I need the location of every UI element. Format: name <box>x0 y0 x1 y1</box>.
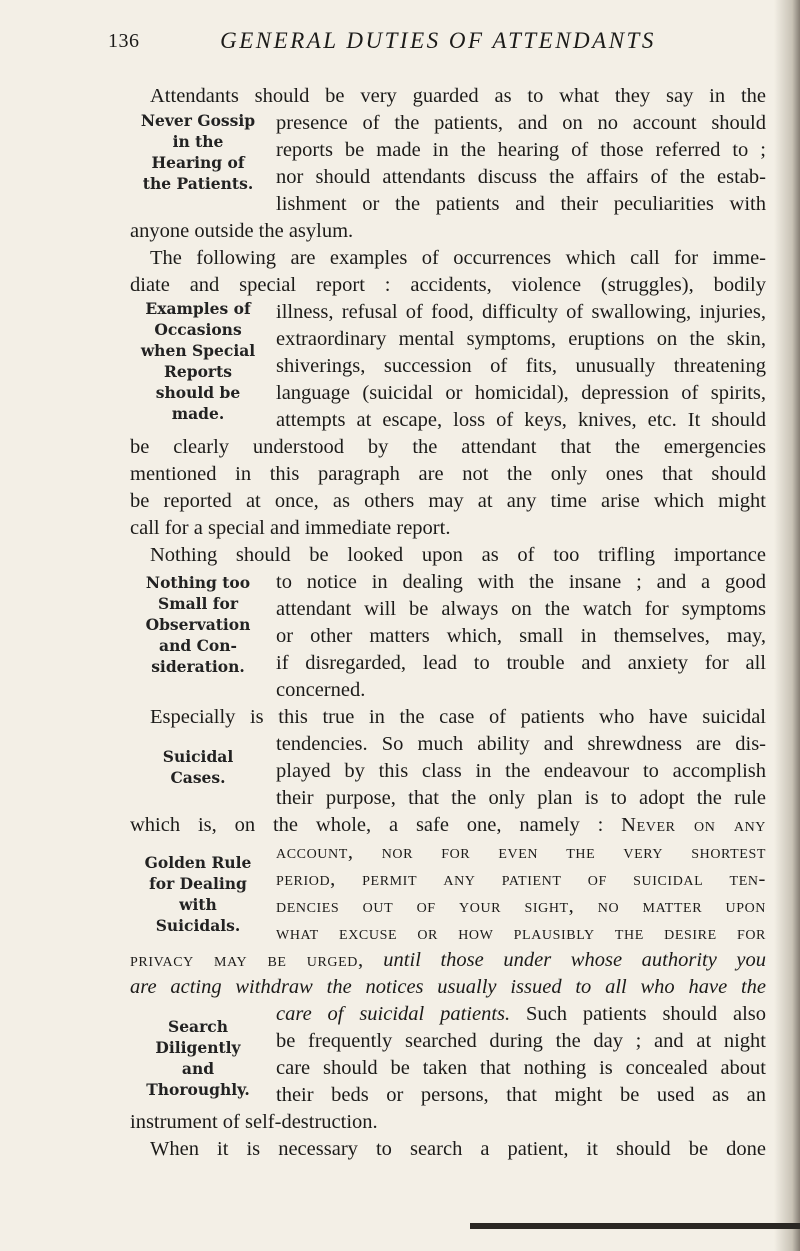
text-line: concerned. <box>276 679 366 701</box>
sidenote-nothing-small <box>128 572 268 677</box>
sidenote-never-gossip <box>128 110 268 194</box>
text-line: extraordinary mental symptoms, eruptions on the skin, <box>276 328 766 350</box>
text-line: language (suicidal or homicidal), depression of spirits, <box>276 382 766 404</box>
rule-line: period, permit any patient of suicidal ten- <box>276 868 766 890</box>
text-line: be reported at once, as others may at any time arise which might <box>130 490 766 512</box>
text-line: attendant will be always on the watch for symptoms <box>276 598 766 620</box>
text-line: Attendants should be very guarded as to what they say in the <box>150 85 766 107</box>
text-line: diate and special report : accidents, violence (struggles), bodily <box>130 274 766 296</box>
italic-text: until those under whose authority you <box>383 949 767 971</box>
sidenote-line: the Patients. <box>142 174 254 193</box>
text-line: presence of the patients, and on no account should <box>276 112 766 134</box>
text-line: Nothing should be looked upon as of too trifling importance <box>150 544 766 566</box>
text-line: mentioned in this paragraph are not the only ones that should <box>130 463 766 485</box>
text-line: When it is necessary to search a patient, it should be done <box>150 1138 766 1160</box>
text-line: are acting withdraw the notices usually issued to all who have the <box>130 976 766 998</box>
sidenote-line: Never Gossip <box>140 111 256 130</box>
text-line: to notice in dealing with the insane ; and a good <box>276 571 766 593</box>
text-run: which is, on the whole, a safe one, namely : <box>130 814 604 836</box>
sidenote-line: Reports <box>164 362 232 381</box>
text-line: lishment or the patients and their peculiarities with <box>276 193 766 215</box>
text-line: their beds or persons, that might be used as an <box>276 1084 766 1106</box>
sidenote-line: Cases. <box>170 768 226 787</box>
sidenote-line: Search <box>168 1017 228 1036</box>
sidenote-line: Examples of <box>145 299 251 318</box>
sidenote-examples <box>128 298 268 424</box>
sidenote-line: Nothing too <box>145 573 251 592</box>
text-line: The following are examples of occurrences which call for imme- <box>150 247 766 269</box>
text-line: Especially is this true in the case of patients who have suicidal <box>150 706 766 728</box>
sidenote-line: in the <box>172 132 224 151</box>
text-line: their purpose, that the only plan is to adopt the rule <box>276 787 766 809</box>
text-line <box>130 813 766 837</box>
sidenote-line: Diligently <box>155 1038 241 1057</box>
sidenote-line: made. <box>171 404 225 423</box>
page-number: 136 <box>108 30 140 52</box>
text-line: be clearly understood by the attendant that the emergencies <box>130 436 766 458</box>
text-line: call for a special and immediate report. <box>130 517 451 539</box>
rule-line: dencies out of your sight, no matter upon <box>276 895 766 917</box>
text-run: Such patients should also <box>525 1003 767 1025</box>
text-line: be frequently searched during the day ; and at night <box>276 1030 766 1052</box>
bottom-rule <box>470 1223 800 1229</box>
rule-text: Never on any <box>621 814 767 836</box>
sidenote-line: and Con- <box>159 636 237 655</box>
sidenote-line: when Special <box>140 341 256 360</box>
sidenote-line: Small for <box>158 594 238 613</box>
text-line: or other matters which, small in themselves, may, <box>276 625 766 647</box>
sidenote-line: and <box>181 1059 215 1078</box>
sidenote-line: for Dealing <box>149 874 247 893</box>
text-line: attempts at escape, loss of keys, knives, etc. It should <box>276 409 766 431</box>
sidenote-line: Observation <box>145 615 251 634</box>
sidenote-golden-rule <box>128 852 268 936</box>
sidenote-line: Suicidals. <box>155 916 241 935</box>
text-line: anyone outside the asylum. <box>130 220 354 242</box>
rule-line: what excuse or how plausibly the desire for <box>276 922 766 944</box>
sidenote-line: Hearing of <box>151 153 245 172</box>
sidenote-line: with <box>179 895 217 914</box>
running-head: GENERAL DUTIES OF ATTENDANTS <box>220 28 656 53</box>
sidenote-search <box>128 1016 268 1100</box>
text-line: instrument of self-destruction. <box>130 1111 378 1133</box>
sidenote-line: Golden Rule <box>144 853 252 872</box>
text-line: shiverings, succession of fits, unusually threatening <box>276 355 766 377</box>
italic-text: care of suicidal patients. <box>276 1003 511 1025</box>
text-line: illness, refusal of food, difficulty of swallowing, injuries, <box>276 301 766 323</box>
text-line: if disregarded, lead to trouble and anxiety for all <box>276 652 766 674</box>
rule-line: account, nor for even the very shortest <box>276 841 766 863</box>
rule-text: privacy may be urged, <box>130 949 364 971</box>
text-line: care should be taken that nothing is concealed about <box>276 1057 766 1079</box>
sidenote-suicidal-cases <box>128 746 268 788</box>
text-line: tendencies. So much ability and shrewdness are dis- <box>276 733 766 755</box>
text-line <box>130 948 766 972</box>
sidenote-line: Occasions <box>154 320 242 339</box>
sidenote-line: should be <box>155 383 241 402</box>
text-line: nor should attendants discuss the affairs of the estab- <box>276 166 766 188</box>
sidenote-line: Suicidal <box>162 747 234 766</box>
text-line: reports be made in the hearing of those referred to ; <box>276 139 766 161</box>
text-line <box>276 1002 766 1026</box>
sidenote-line: Thoroughly. <box>146 1080 250 1099</box>
page-edge-shadow <box>774 0 800 1251</box>
text-line: played by this class in the endeavour to accomplish <box>276 760 766 782</box>
sidenote-line: sideration. <box>151 657 245 676</box>
